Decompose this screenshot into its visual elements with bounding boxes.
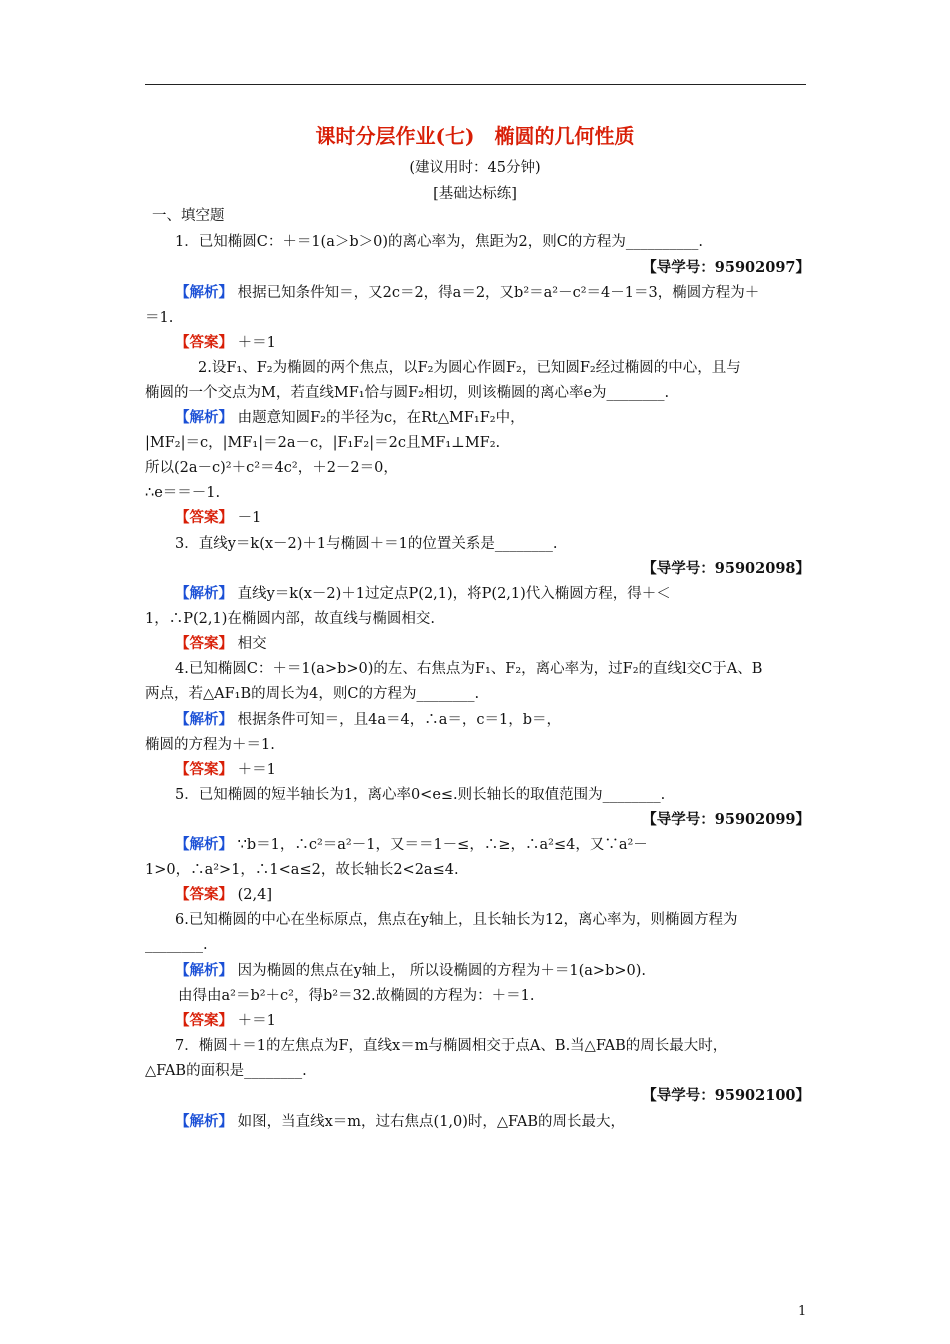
question-2-analysis-line2: |MF₂|＝c，|MF₁|＝2a－c，|F₁F₂|＝2c且MF₁⊥MF₂. <box>145 435 501 451</box>
question-2-analysis-line4: ∴e＝＝－1. <box>145 485 221 501</box>
question-5-analysis: 【解析】 ∵b＝1，∴c²＝a²－1，又＝＝1－≤，∴≥，∴a²≤4，又∵a²－ <box>175 836 648 853</box>
time-suggestion: (建议用时：45分钟) <box>409 160 541 176</box>
answer-label: 【答案】 <box>175 761 233 778</box>
question-1-ref: 【导学号：95902097】 <box>642 259 810 276</box>
question-7-analysis: 【解析】 如图，当直线x＝m，过右焦点(1,0)时，△FAB的周长最大， <box>175 1113 625 1130</box>
analysis-label: 【解析】 <box>175 409 233 426</box>
question-4-stem: 4.已知椭圆C：＋＝1(a>b>0)的左、右焦点为F₁、F₂，离心率为，过F₂的直线l交C于A、B <box>175 661 763 677</box>
question-2-analysis: 【解析】 由题意知圆F₂的半径为c，在Rt△MF₁F₂中， <box>175 409 525 426</box>
analysis-label: 【解析】 <box>175 284 233 301</box>
question-2-answer: 【答案】 －1 <box>175 509 262 526</box>
question-7-stem-cont: △FAB的面积是________. <box>145 1063 307 1079</box>
page-number: 1 <box>798 1304 807 1319</box>
question-4-analysis: 【解析】 根据条件可知＝，且4a＝4，∴a＝，c＝1，b＝， <box>175 711 561 728</box>
answer-label: 【答案】 <box>175 509 233 526</box>
question-1-analysis: 【解析】 根据已知条件知＝，又2c＝2，得a＝2，又b²＝a²－c²＝4－1＝3，椭圆方程为＋ <box>175 284 760 301</box>
question-1-analysis-cont: ＝1. <box>145 310 174 326</box>
question-6-stem-cont: ________. <box>145 937 208 953</box>
page-title: 课时分层作业(七) 椭圆的几何性质 <box>315 124 635 148</box>
analysis-label: 【解析】 <box>175 585 233 602</box>
header-rule <box>145 84 806 85</box>
answer-label: 【答案】 <box>175 886 233 903</box>
question-7-stem: 7．椭圆＋＝1的左焦点为F，直线x＝m与椭圆相交于点A、B.当△FAB的周长最大时， <box>175 1038 728 1054</box>
level-heading: [基础达标练] <box>433 186 517 202</box>
section-heading: 一、填空题 <box>152 208 225 224</box>
question-2-stem: 2.设F₁、F₂为椭圆的两个焦点，以F₂为圆心作圆F₂，已知圆F₂经过椭圆的中心，且与 <box>198 360 741 376</box>
answer-label: 【答案】 <box>175 1012 233 1029</box>
question-6-answer: 【答案】 ＋＝1 <box>175 1012 276 1029</box>
question-7-ref: 【导学号：95902100】 <box>642 1087 810 1104</box>
question-3-ref: 【导学号：95902098】 <box>642 560 810 577</box>
question-2-analysis-line3: 所以(2a－c)²＋c²＝4c²，＋2－2＝0， <box>145 460 398 476</box>
question-3-analysis: 【解析】 直线y＝k(x－2)＋1过定点P(2,1)，将P(2,1)代入椭圆方程，得＋＜ <box>175 585 671 602</box>
question-2-stem-cont: 椭圆的一个交点为M，若直线MF₁恰与圆F₂相切，则该椭圆的离心率e为________. <box>145 385 670 401</box>
question-4-analysis-cont: 椭圆的方程为＋＝1. <box>145 737 275 753</box>
question-1-stem: 1．已知椭圆C：＋＝1(a＞b＞0)的离心率为，焦距为2，则C的方程为__________. <box>175 234 703 250</box>
answer-label: 【答案】 <box>175 334 233 351</box>
analysis-label: 【解析】 <box>175 836 233 853</box>
question-4-stem-cont: 两点，若△AF₁B的周长为4，则C的方程为________. <box>145 686 480 702</box>
answer-label: 【答案】 <box>175 635 233 652</box>
question-5-answer: 【答案】 (2,4] <box>175 886 272 903</box>
question-5-ref: 【导学号：95902099】 <box>642 811 810 828</box>
analysis-label: 【解析】 <box>175 711 233 728</box>
question-1-answer: 【答案】 ＋＝1 <box>175 334 276 351</box>
question-6-analysis: 【解析】 因为椭圆的焦点在y轴上， 所以设椭圆的方程为＋＝1(a>b>0). <box>175 962 647 979</box>
analysis-label: 【解析】 <box>175 962 233 979</box>
question-6-stem: 6.已知椭圆的中心在坐标原点，焦点在y轴上，且长轴长为12，离心率为，则椭圆方程为 <box>175 912 738 928</box>
question-3-answer: 【答案】 相交 <box>175 635 267 652</box>
question-5-analysis-cont: 1>0，∴a²>1，∴1<a≤2，故长轴长2<2a≤4. <box>145 862 459 878</box>
question-3-stem: 3．直线y＝k(x－2)＋1与椭圆＋＝1的位置关系是________. <box>175 536 558 552</box>
question-5-stem: 5．已知椭圆的短半轴长为1，离心率0<e≤.则长轴长的取值范围为________. <box>175 787 666 803</box>
question-6-analysis-cont: 由得由a²＝b²＋c²，得b²＝32.故椭圆的方程为：＋＝1. <box>178 988 535 1004</box>
question-4-answer: 【答案】 ＋＝1 <box>175 761 276 778</box>
analysis-label: 【解析】 <box>175 1113 233 1130</box>
question-3-analysis-cont: 1，∴P(2,1)在椭圆内部，故直线与椭圆相交. <box>145 611 435 627</box>
